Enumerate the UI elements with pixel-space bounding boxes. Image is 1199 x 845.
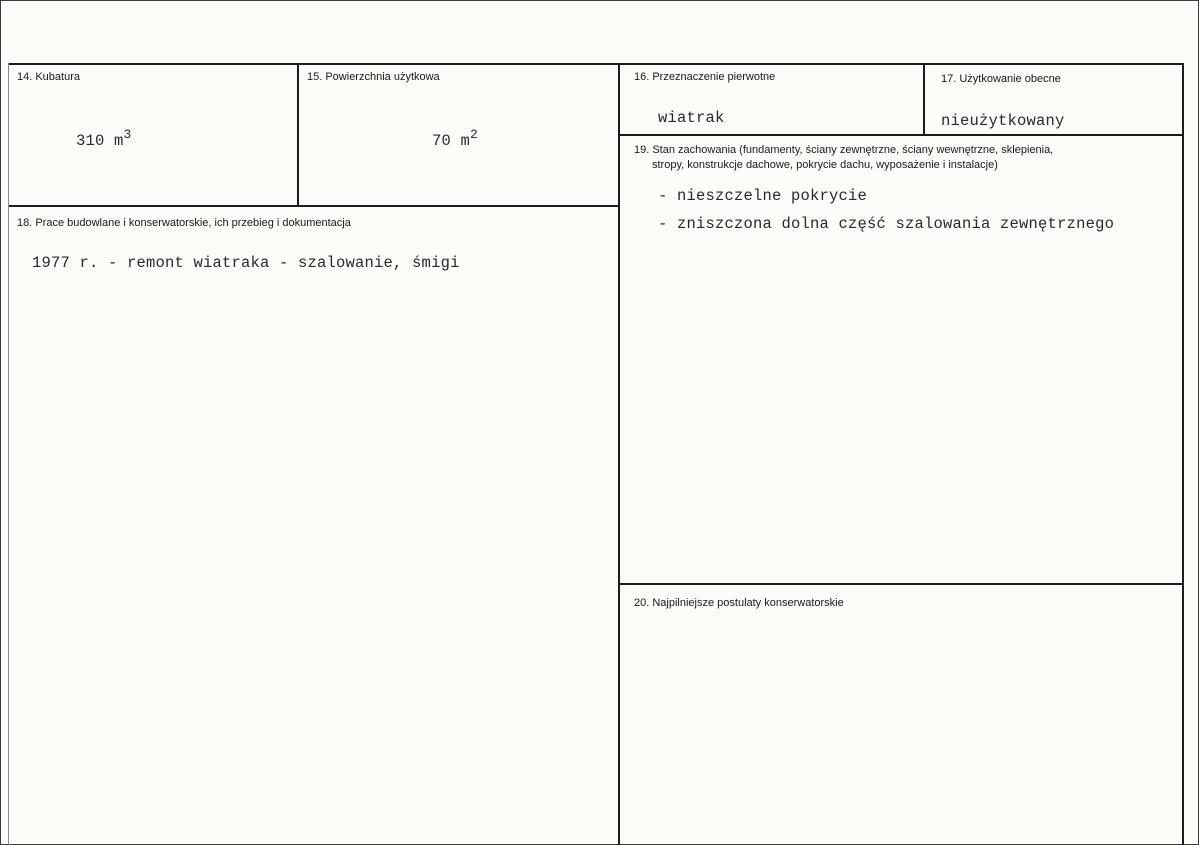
field-14-label: 14. Kubatura bbox=[17, 71, 80, 83]
right-border bbox=[1182, 63, 1184, 845]
field-17-label: 17. Użytkowanie obecne bbox=[941, 73, 1061, 85]
field-15-label: 15. Powierzchnia użytkowa bbox=[307, 71, 440, 83]
field-19-label-line2: stropy, konstrukcje dachowe, pokrycie dachu, wyposażenie i instalacje) bbox=[652, 159, 998, 171]
field-20-label: 20. Najpilniejsze postulaty konserwatorskie bbox=[634, 597, 844, 609]
top-rule bbox=[8, 63, 1184, 65]
field-19-item: - nieszczelne pokrycie bbox=[658, 187, 868, 205]
field-14-number: 310 m bbox=[76, 132, 124, 150]
field-16-label: 16. Przeznaczenie pierwotne bbox=[634, 71, 776, 83]
field-15-number: 70 m bbox=[432, 132, 471, 150]
divider-14-15 bbox=[297, 63, 299, 205]
rule-under-fields-14-15 bbox=[8, 205, 620, 207]
field-14-exponent: 3 bbox=[123, 127, 132, 142]
field-19-label-line1: 19. Stan zachowania (fundamenty, ściany zewnętrzne, ściany wewnętrzne, sklepienia, bbox=[634, 144, 1054, 156]
left-border bbox=[8, 63, 9, 845]
field-18-value: 1977 r. - remont wiatraka - szalowanie, śmigi bbox=[32, 254, 460, 272]
rule-above-field-20 bbox=[620, 583, 1184, 585]
rule-under-fields-16-17 bbox=[620, 134, 1184, 136]
divider-16-17 bbox=[923, 63, 925, 134]
center-divider bbox=[618, 63, 620, 845]
field-17-value: nieużytkowany bbox=[941, 112, 1065, 130]
field-14-value bbox=[76, 127, 132, 150]
field-15-value bbox=[432, 127, 479, 150]
field-19-item: - zniszczona dolna część szalowania zewnętrznego bbox=[658, 215, 1115, 233]
field-15-exponent: 2 bbox=[470, 127, 479, 142]
field-18-label: 18. Prace budowlane i konserwatorskie, ich przebieg i dokumentacja bbox=[17, 217, 351, 229]
field-16-value: wiatrak bbox=[658, 109, 725, 127]
